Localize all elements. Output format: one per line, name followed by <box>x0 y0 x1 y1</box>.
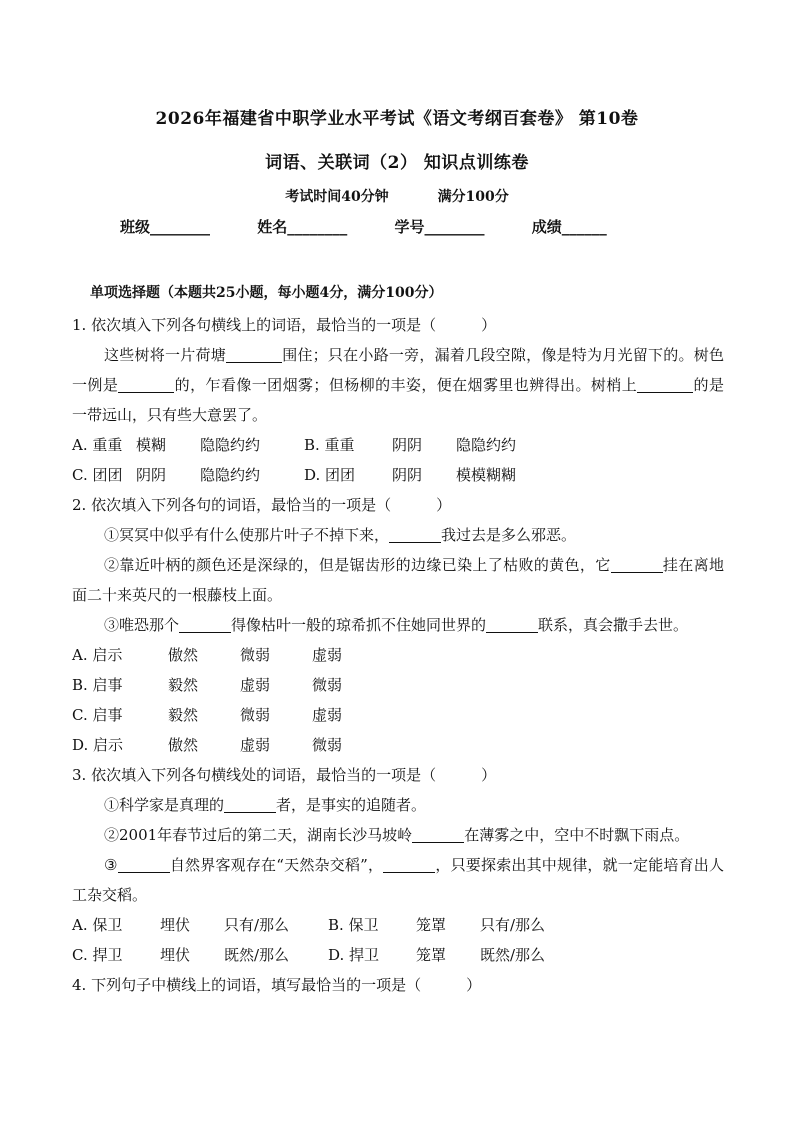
option-a-word1: A. 重重 <box>72 436 123 454</box>
student-info <box>120 216 649 237</box>
answer-blank <box>118 854 170 873</box>
passage-text: 围住；只在小路一旁，漏着几段空隙，像是特为月光留下的。树色一例是 <box>72 346 724 394</box>
option-b-word1: B. 重重 <box>304 436 355 454</box>
question-2-sentence-1 <box>72 520 724 550</box>
section-title: 单项选择题（本题共25小题，每小题4分，满分100分） <box>90 285 443 301</box>
option-d-word3: 既然/那么 <box>480 946 546 964</box>
sentence-text: ①科学家是真理的 <box>104 796 225 814</box>
answer-blank <box>224 794 276 813</box>
option-d-word2: 阴阴 <box>392 466 423 484</box>
sentence-text: 挂在离地面二十来英尺的一根藤枝上面。 <box>72 556 724 604</box>
exam-score: 满分100分 <box>437 189 509 205</box>
option-a-word2: 埋伏 <box>160 916 191 934</box>
sentence-text: 自然界客观存在“天然杂交稻”， <box>169 856 384 874</box>
sentence-text: ②2001年春节过后的第二天，湖南长沙马坡岭 <box>104 826 413 844</box>
option-c-word3: 微弱 <box>240 706 271 724</box>
class-field: 班级________ <box>120 218 211 236</box>
answer-blank <box>179 614 231 633</box>
question-3-sentence-2 <box>72 820 724 850</box>
answer-blank <box>611 554 663 573</box>
passage-text: 的，乍看像一团烟雾；但杨柳的丰姿，便在烟雾里也辨得出。树梢上 <box>174 376 638 394</box>
answer-blank <box>226 344 282 363</box>
option-b-word3: 隐隐约约 <box>456 436 517 454</box>
option-b-word4: 微弱 <box>312 676 343 694</box>
option-c-word2: 阴阴 <box>136 466 167 484</box>
question-4-stem: 4. 下列句子中横线上的词语，填写最恰当的一项是（ ） <box>72 976 482 994</box>
option-b-word2: 阴阴 <box>392 436 423 454</box>
question-3-options-ab <box>72 910 724 940</box>
option-b-word2: 毅然 <box>168 676 199 694</box>
option-a-word3: 只有/那么 <box>224 916 290 934</box>
question-1-options-ab <box>72 430 724 460</box>
question-2-option-b <box>72 670 724 700</box>
option-d-word4: 微弱 <box>312 736 343 754</box>
option-a-word4: 虚弱 <box>312 646 343 664</box>
sentence-text: ①冥冥中似乎有什么使那片叶子不掉下来， <box>104 526 390 544</box>
question-1-stem: 1. 依次填入下列各句横线上的词语，最恰当的一项是（ ） <box>72 316 497 334</box>
sentence-text: ③唯恐那个 <box>104 616 180 634</box>
option-c-word1: C. 捍卫 <box>72 946 123 964</box>
question-3-sentence-3 <box>72 850 724 910</box>
option-a-word3: 隐隐约约 <box>200 436 261 454</box>
option-a-word2: 模糊 <box>136 436 167 454</box>
question-3-options-cd <box>72 940 724 970</box>
exam-time: 考试时间40分钟 <box>285 189 389 205</box>
option-a-word3: 微弱 <box>240 646 271 664</box>
sentence-text: 者，是事实的追随者。 <box>276 796 427 814</box>
answer-blank <box>383 854 435 873</box>
option-a-word1: A. 启示 <box>72 646 123 664</box>
exam-time-score <box>0 186 794 206</box>
answer-blank <box>637 374 693 393</box>
question-2-option-a <box>72 640 724 670</box>
question-2-sentence-2 <box>72 550 724 610</box>
option-d-word1: D. 团团 <box>304 466 356 484</box>
option-a-word2: 傲然 <box>168 646 199 664</box>
sentence-text: 我过去是多么邪恶。 <box>441 526 577 544</box>
option-c-word1: C. 团团 <box>72 466 123 484</box>
question-2-sentence-3 <box>72 610 724 640</box>
sentence-text: 得像枯叶一般的琼希抓不住她同世界的 <box>231 616 487 634</box>
sentence-text: ③ <box>104 856 118 874</box>
option-d-word2: 傲然 <box>168 736 199 754</box>
option-b-word3: 虚弱 <box>240 676 271 694</box>
grade-field: 成绩______ <box>531 218 607 236</box>
option-c-word3: 既然/那么 <box>224 946 290 964</box>
sentence-text: 在薄雾之中，空中不时飘下雨点。 <box>464 826 690 844</box>
question-3-sentence-1 <box>72 790 724 820</box>
question-2-option-d <box>72 730 724 760</box>
answer-blank <box>118 374 174 393</box>
option-c-word3: 隐隐约约 <box>200 466 261 484</box>
option-c-word1: C. 启事 <box>72 706 123 724</box>
option-d-word3: 虚弱 <box>240 736 271 754</box>
exam-subtitle: 词语、关联词（2） 知识点训练卷 <box>265 153 529 173</box>
passage-text: 这些树将一片荷塘 <box>104 346 226 364</box>
option-a-word1: A. 保卫 <box>72 916 123 934</box>
option-d-word1: D. 启示 <box>72 736 124 754</box>
option-c-word2: 毅然 <box>168 706 199 724</box>
option-d-word3: 模模糊糊 <box>456 466 517 484</box>
sentence-text: ，只要探索出其中规律，就一定能培育出人工杂交稻。 <box>72 856 724 904</box>
option-c-word4: 虚弱 <box>312 706 343 724</box>
option-d-word1: D. 捍卫 <box>328 946 380 964</box>
answer-blank <box>412 824 464 843</box>
answer-blank <box>486 614 538 633</box>
student-id-field: 学号________ <box>394 218 485 236</box>
question-1-options-cd <box>72 460 724 490</box>
option-b-word3: 只有/那么 <box>480 916 546 934</box>
sentence-text: ②靠近叶柄的颜色还是深绿的，但是锯齿形的边缘已染上了枯败的黄色，它 <box>104 556 611 574</box>
question-1-passage <box>72 340 724 430</box>
exam-title: 2026年福建省中职学业水平考试《语文考纲百套卷》 第10卷 <box>155 109 639 129</box>
option-b-word1: B. 保卫 <box>328 916 379 934</box>
passage-text: 的是一带远山，只有些大意罢了。 <box>72 376 724 424</box>
question-2-stem: 2. 依次填入下列各句的词语，最恰当的一项是（ ） <box>72 496 452 514</box>
option-b-word2: 笼罩 <box>416 916 447 934</box>
questions <box>72 310 724 1000</box>
option-b-word1: B. 启事 <box>72 676 123 694</box>
name-field: 姓名________ <box>257 218 348 236</box>
question-3-stem: 3. 依次填入下列各句横线处的词语，最恰当的一项是（ ） <box>72 766 497 784</box>
answer-blank <box>389 524 441 543</box>
option-c-word2: 埋伏 <box>160 946 191 964</box>
sentence-text: 联系，真会撒手去世。 <box>538 616 689 634</box>
question-2-option-c <box>72 700 724 730</box>
option-d-word2: 笼罩 <box>416 946 447 964</box>
